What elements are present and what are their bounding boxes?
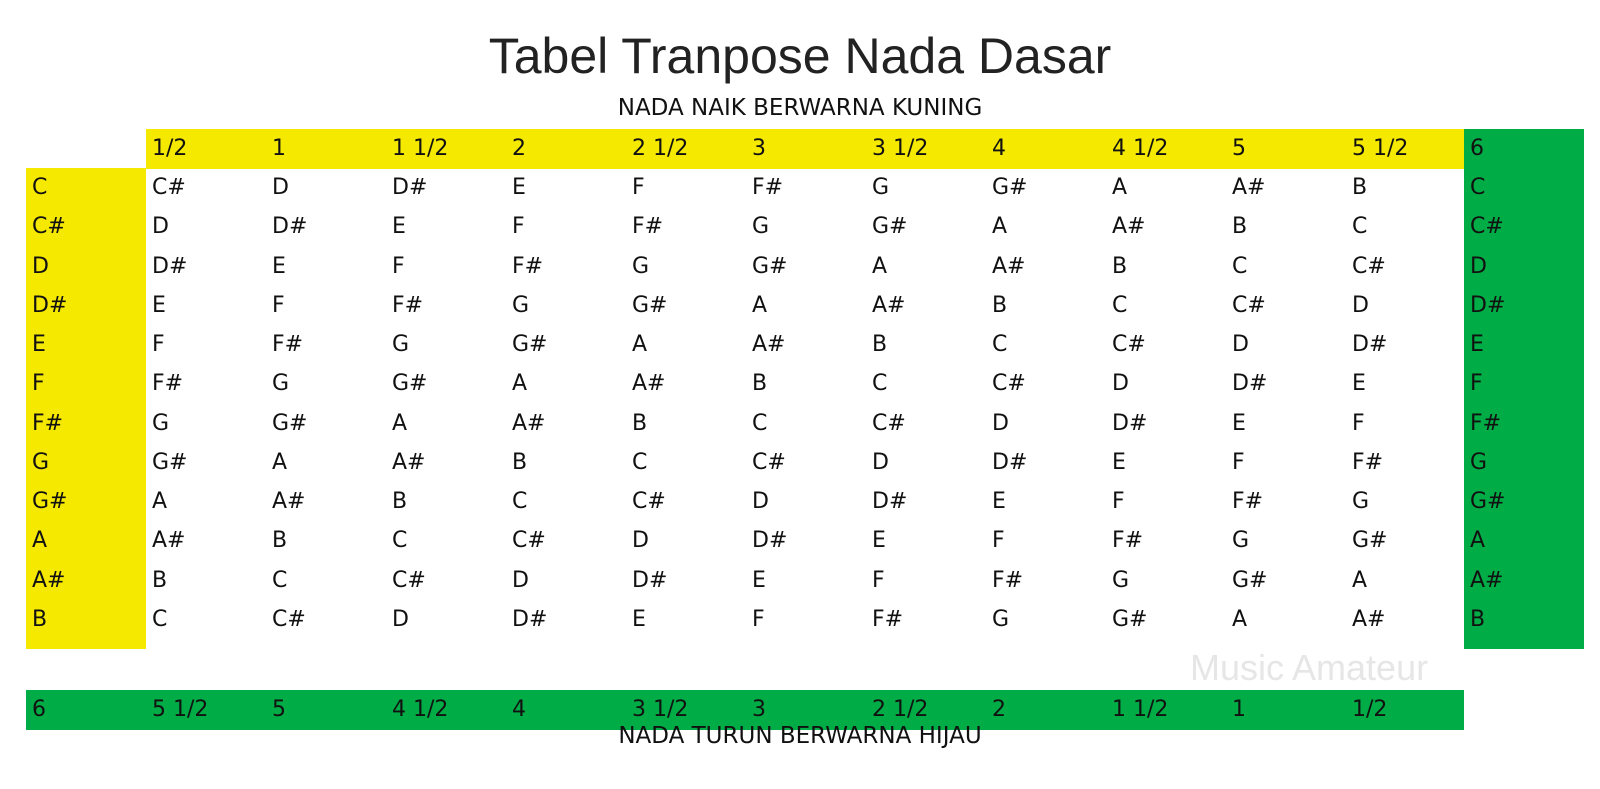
note-cell: E: [1352, 371, 1366, 397]
octave-note-cell: G#: [1470, 489, 1506, 514]
note-cell: G: [512, 292, 530, 318]
note-cell: F#: [152, 371, 184, 397]
note-cell: F#: [632, 214, 664, 240]
note-cell: E: [632, 606, 646, 632]
note-cell: C: [272, 567, 288, 593]
note-cell: D: [1352, 292, 1369, 318]
note-cell: C: [512, 489, 528, 514]
note-cell: E: [1232, 410, 1246, 436]
up-interval-header: 6: [1470, 136, 1484, 161]
note-cell: D#: [1352, 332, 1388, 357]
down-interval-header: 5: [272, 697, 286, 722]
note-cell: F#: [272, 332, 304, 357]
note-cell: A: [1232, 606, 1248, 632]
note-cell: G#: [1232, 567, 1268, 593]
note-cell: D#: [872, 489, 908, 514]
octave-note-cell: F#: [1470, 410, 1502, 436]
note-cell: C: [632, 449, 648, 475]
up-interval-header: 1/2: [152, 136, 188, 161]
octave-note-cell: D: [1470, 253, 1487, 279]
base-note-cell: G#: [32, 489, 68, 514]
note-cell: C#: [872, 410, 906, 436]
note-cell: C#: [1112, 332, 1146, 357]
note-cell: C: [1232, 253, 1248, 279]
note-cell: A#: [1232, 175, 1266, 200]
note-cell: A#: [1112, 214, 1146, 240]
note-cell: A: [272, 449, 288, 475]
note-cell: B: [992, 292, 1008, 318]
down-interval-header: 2 1/2: [872, 697, 929, 722]
base-note-cell: F#: [32, 410, 64, 436]
base-note-cell: A: [32, 528, 48, 554]
up-interval-header: 2: [512, 136, 526, 161]
note-cell: F: [632, 175, 645, 200]
note-cell: A#: [752, 332, 786, 357]
note-cell: C: [992, 332, 1008, 357]
base-note-cell: C#: [32, 214, 66, 240]
octave-note-cell: G: [1470, 449, 1488, 475]
note-cell: E: [152, 292, 166, 318]
note-cell: A: [872, 253, 888, 279]
note-cell: C#: [512, 528, 546, 554]
octave-note-cell: B: [1470, 606, 1486, 632]
note-cell: C#: [1232, 292, 1266, 318]
note-cell: A: [1112, 175, 1128, 200]
note-cell: G: [632, 253, 650, 279]
base-note-cell: A#: [32, 567, 66, 593]
note-cell: F: [272, 292, 285, 318]
note-cell: C: [752, 410, 768, 436]
note-cell: G: [872, 175, 890, 200]
note-cell: B: [272, 528, 288, 554]
note-cell: E: [992, 489, 1006, 514]
note-cell: F: [1112, 489, 1125, 514]
note-cell: F: [512, 214, 525, 240]
note-cell: F#: [992, 567, 1024, 593]
subtitle-up: NADA NAIK BERWARNA KUNING: [617, 95, 983, 121]
note-cell: F#: [392, 292, 424, 318]
up-interval-header: 1: [272, 136, 286, 161]
note-cell: G#: [392, 371, 428, 397]
note-cell: D#: [1232, 371, 1268, 397]
octave-note-cell: C#: [1470, 214, 1504, 240]
up-interval-header: 3 1/2: [872, 136, 929, 161]
note-cell: G#: [1352, 528, 1388, 554]
note-cell: D#: [752, 528, 788, 554]
base-note-cell: E: [32, 332, 46, 357]
down-interval-header: 2: [992, 697, 1006, 722]
down-interval-header: 4 1/2: [392, 697, 449, 722]
note-cell: G: [1232, 528, 1250, 554]
note-cell: A: [392, 410, 408, 436]
note-cell: F: [152, 332, 165, 357]
note-cell: D#: [632, 567, 668, 593]
note-cell: G: [392, 332, 410, 357]
octave-note-cell: A#: [1470, 567, 1504, 593]
note-cell: D: [392, 606, 409, 632]
note-cell: G: [152, 410, 170, 436]
note-cell: C#: [272, 606, 306, 632]
note-cell: D#: [392, 175, 428, 200]
note-cell: A#: [512, 410, 546, 436]
note-cell: C#: [1352, 253, 1386, 279]
note-cell: E: [872, 528, 886, 554]
note-cell: E: [272, 253, 286, 279]
note-cell: C#: [152, 175, 186, 200]
octave-note-cell: E: [1470, 332, 1484, 357]
note-cell: F#: [512, 253, 544, 279]
up-interval-header: 1 1/2: [392, 136, 449, 161]
note-cell: G#: [872, 214, 908, 240]
up-interval-header: 3: [752, 136, 766, 161]
base-note-cell: G: [32, 449, 50, 475]
up-interval-header: 2 1/2: [632, 136, 689, 161]
note-cell: F#: [1112, 528, 1144, 554]
note-cell: A#: [1352, 606, 1386, 632]
note-cell: A: [152, 489, 168, 514]
up-interval-header: 4: [992, 136, 1006, 161]
note-cell: A#: [152, 528, 186, 554]
note-cell: E: [392, 214, 406, 240]
note-cell: C#: [632, 489, 666, 514]
note-cell: C: [1112, 292, 1128, 318]
note-cell: A: [1352, 567, 1368, 593]
note-cell: D: [1112, 371, 1129, 397]
note-cell: F: [992, 528, 1005, 554]
note-cell: G#: [1112, 606, 1148, 632]
note-cell: G#: [272, 410, 308, 436]
base-note-cell: F: [32, 371, 45, 397]
note-cell: F: [392, 253, 405, 279]
note-cell: A#: [872, 292, 906, 318]
note-cell: D: [992, 410, 1009, 436]
note-cell: E: [1112, 449, 1126, 475]
note-cell: A#: [632, 371, 666, 397]
note-cell: C: [872, 371, 888, 397]
note-cell: C#: [392, 567, 426, 593]
note-cell: G#: [752, 253, 788, 279]
base-note-cell: D#: [32, 292, 68, 318]
note-cell: G: [752, 214, 770, 240]
note-cell: A: [752, 292, 768, 318]
note-cell: B: [1352, 175, 1368, 200]
note-cell: C#: [992, 371, 1026, 397]
note-cell: C: [152, 606, 168, 632]
note-cell: B: [1112, 253, 1128, 279]
note-cell: A: [512, 371, 528, 397]
down-interval-header: 3: [752, 697, 766, 722]
note-cell: B: [1232, 214, 1248, 240]
note-cell: D: [632, 528, 649, 554]
note-cell: D: [512, 567, 529, 593]
note-cell: D: [1232, 332, 1249, 357]
down-interval-header: 1: [1232, 697, 1246, 722]
down-interval-header: 4: [512, 697, 526, 722]
note-cell: A: [632, 332, 648, 357]
note-cell: C: [1352, 214, 1368, 240]
up-interval-header: 5 1/2: [1352, 136, 1409, 161]
note-cell: E: [512, 175, 526, 200]
note-cell: F: [1232, 449, 1245, 475]
note-cell: A: [992, 214, 1008, 240]
note-cell: G: [992, 606, 1010, 632]
note-cell: G: [272, 371, 290, 397]
note-cell: F: [752, 606, 765, 632]
down-interval-header: 3 1/2: [632, 697, 689, 722]
note-cell: F#: [872, 606, 904, 632]
note-cell: D: [872, 449, 889, 475]
octave-note-cell: A: [1470, 528, 1486, 554]
down-interval-header: 1/2: [1352, 697, 1388, 722]
note-cell: D#: [272, 214, 308, 240]
base-note-cell: C: [32, 175, 48, 200]
note-cell: D#: [152, 253, 188, 279]
watermark: Music Amateur: [1190, 647, 1429, 688]
note-cell: F: [872, 567, 885, 593]
note-cell: D#: [512, 606, 548, 632]
note-cell: F: [1352, 410, 1365, 436]
note-cell: D#: [992, 449, 1028, 475]
base-note-cell: D: [32, 253, 49, 279]
note-cell: G#: [632, 292, 668, 318]
down-interval-header: 5 1/2: [152, 697, 209, 722]
octave-note-cell: D#: [1470, 292, 1506, 318]
note-cell: G: [1352, 489, 1370, 514]
down-interval-header: 1 1/2: [1112, 697, 1169, 722]
note-cell: F#: [1232, 489, 1264, 514]
up-interval-header: 5: [1232, 136, 1246, 161]
base-note-cell: B: [32, 606, 48, 632]
octave-note-cell: C: [1470, 175, 1486, 200]
note-cell: B: [632, 410, 648, 436]
subtitle-down: NADA TURUN BERWARNA HIJAU: [618, 723, 982, 749]
note-cell: B: [752, 371, 768, 397]
note-cell: A#: [992, 253, 1026, 279]
note-cell: B: [872, 332, 888, 357]
note-cell: D: [272, 175, 289, 200]
octave-note-cell: F: [1470, 371, 1483, 397]
note-cell: D#: [1112, 410, 1148, 436]
note-cell: G: [1112, 567, 1130, 593]
note-cell: B: [392, 489, 408, 514]
note-cell: F#: [1352, 449, 1384, 475]
note-cell: C: [392, 528, 408, 554]
note-cell: B: [512, 449, 528, 475]
note-cell: F#: [752, 175, 784, 200]
note-cell: E: [752, 567, 766, 593]
note-cell: G#: [152, 449, 188, 475]
note-cell: A#: [272, 489, 306, 514]
page-title: Tabel Tranpose Nada Dasar: [488, 28, 1112, 84]
note-cell: D: [152, 214, 169, 240]
note-cell: A#: [392, 449, 426, 475]
note-cell: G#: [512, 332, 548, 357]
note-cell: D: [752, 489, 769, 514]
down-interval-header: 6: [32, 697, 46, 722]
note-cell: G#: [992, 175, 1028, 200]
up-interval-header: 4 1/2: [1112, 136, 1169, 161]
note-cell: B: [152, 567, 168, 593]
note-cell: C#: [752, 449, 786, 475]
